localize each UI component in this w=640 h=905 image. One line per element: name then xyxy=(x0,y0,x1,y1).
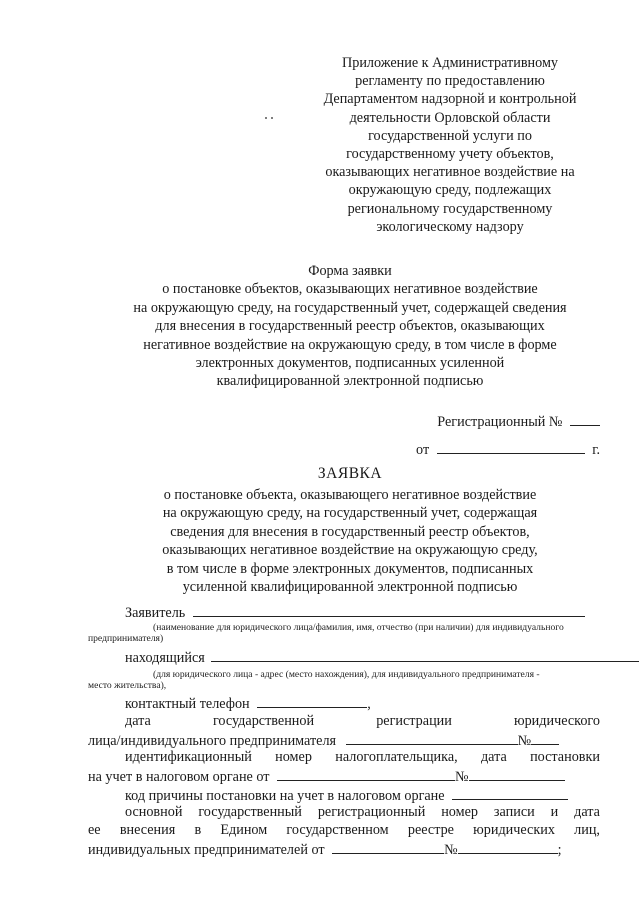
reg-date-word: дата xyxy=(125,713,151,729)
registration-date-blank[interactable] xyxy=(437,440,585,454)
zayavka-line: усиленной квалифицированной электронной подписью xyxy=(182,579,518,596)
reg-date-word: государственной xyxy=(212,713,315,729)
phone-comma: , xyxy=(367,696,371,712)
appendix-line: государственной услуги по xyxy=(368,127,532,144)
appendix-line: окружающую среду, подлежащих xyxy=(348,182,552,199)
ogrn-word: лиц, xyxy=(574,822,600,838)
registration-year-suffix: г. xyxy=(592,442,600,458)
ogrn-semicolon: ; xyxy=(557,842,562,858)
form-title-line: для внесения в государственный реестр объектов, оказывающих xyxy=(155,318,545,335)
inn-number-blank[interactable] xyxy=(469,767,565,781)
scan-speck xyxy=(265,117,267,119)
form-title-line: электронных документов, подписанных усиленной xyxy=(195,355,505,372)
reg-date-blank[interactable] xyxy=(346,731,518,745)
ogrn-word: регистрационный xyxy=(317,804,426,820)
registration-from-label: от xyxy=(416,442,430,458)
inn-word: дата xyxy=(480,749,507,765)
reg-date-line2: лица/индивидуального предпринимателя xyxy=(88,733,337,749)
applicant-blank[interactable] xyxy=(193,603,585,617)
applicant-row xyxy=(125,603,585,622)
inn-word: идентификационный xyxy=(125,749,252,765)
phone-label: контактный телефон xyxy=(125,696,250,712)
number-sign: № xyxy=(444,842,458,858)
appendix-line: регламенту по предоставлению xyxy=(355,73,545,90)
ogrn-line3: индивидуальных предпринимателей от xyxy=(88,842,325,858)
form-title-line: квалифицированной электронной подписью xyxy=(216,373,484,390)
applicant-note: (наименование для юридического лица/фамилия, имя, отчество (при наличии) для индивидуального xyxy=(153,622,564,633)
applicant-note: предпринимателя) xyxy=(88,633,164,644)
kpp-label: код причины постановки на учет в налоговом органе xyxy=(125,788,445,804)
reg-date-row-2 xyxy=(88,731,559,750)
appendix-line: Департаментом надзорной и контрольной xyxy=(323,91,577,108)
registration-date xyxy=(416,440,600,459)
ogrn-word: ее xyxy=(88,822,101,838)
registration-number xyxy=(437,412,600,431)
located-label: находящийся xyxy=(125,650,205,666)
appendix-line: государственному учету объектов, xyxy=(346,146,554,163)
ogrn-word: юридических xyxy=(473,822,555,838)
form-title xyxy=(60,262,640,391)
zayavka-line: оказывающих негативное воздействие на окружающую среду, xyxy=(162,542,538,559)
form-title-line: Форма заявки xyxy=(308,263,392,279)
applicant-label: Заявитель xyxy=(125,605,186,621)
ogrn-row xyxy=(125,804,600,821)
zayavka-title: ЗАЯВКА xyxy=(317,465,383,482)
located-row xyxy=(125,648,639,667)
ogrn-word: записи xyxy=(493,804,535,820)
inn-date-blank[interactable] xyxy=(277,767,455,781)
appendix-line: экологическому надзору xyxy=(376,218,524,235)
zayavka-line: сведения для внесения в государственный реестр объектов, xyxy=(170,523,530,540)
number-sign: № xyxy=(517,733,532,749)
inn-word: постановки xyxy=(530,749,600,765)
located-note: место жительства), xyxy=(88,680,167,691)
inn-line2: на учет в налоговом органе от xyxy=(88,769,270,785)
ogrn-word: государственный xyxy=(198,804,302,820)
zayavka-line: в том числе в форме электронных документов, подписанных xyxy=(166,560,534,577)
reg-date-word: юридического xyxy=(513,713,600,729)
located-blank[interactable] xyxy=(211,648,639,662)
inn-row xyxy=(125,749,600,766)
ogrn-date-blank[interactable] xyxy=(332,840,444,854)
ogrn-row-2 xyxy=(88,822,600,839)
ogrn-word: Едином xyxy=(220,822,268,838)
inn-row-2 xyxy=(88,767,565,786)
ogrn-word: государственном xyxy=(286,822,389,838)
inn-word: номер xyxy=(275,749,312,765)
ogrn-word: реестре xyxy=(407,822,454,838)
form-title-line: о постановке объектов, оказывающих негативное воздействие xyxy=(162,281,538,298)
appendix-line: региональному государственному xyxy=(347,200,553,217)
ogrn-row-3 xyxy=(88,840,562,859)
reg-number-blank[interactable] xyxy=(531,731,559,745)
kpp-blank[interactable] xyxy=(452,786,568,800)
scan-speck xyxy=(271,117,273,119)
form-title-line: негативное воздействие на окружающую среду, в том числе в форме xyxy=(143,336,557,353)
registration-label: Регистрационный № xyxy=(437,414,563,430)
appendix-line: деятельности Орловской области xyxy=(349,109,551,126)
reg-date-row xyxy=(125,713,600,730)
phone-blank[interactable] xyxy=(257,694,367,708)
zayavka-line: на окружающую среду, на государственный учет, содержащая xyxy=(162,505,538,522)
ogrn-word: и xyxy=(550,804,559,820)
ogrn-word: основной xyxy=(125,804,183,820)
reg-date-word: регистрации xyxy=(376,713,452,729)
appendix-line: Приложение к Административному xyxy=(341,55,559,71)
zayavka-subtitle xyxy=(60,486,640,596)
number-sign: № xyxy=(455,769,469,785)
ogrn-word: в xyxy=(194,822,202,838)
ogrn-word: дата xyxy=(574,804,600,820)
appendix-header xyxy=(300,54,600,236)
inn-word: налогоплательщика, xyxy=(335,749,458,765)
phone-row xyxy=(125,694,371,713)
appendix-line: оказывающих негативное воздействие на xyxy=(325,164,575,181)
kpp-row xyxy=(125,786,568,805)
located-note: (для юридического лица - адрес (место нахождения), для индивидуального предпринимателя - xyxy=(153,669,540,680)
registration-number-blank[interactable] xyxy=(570,412,600,426)
ogrn-word: номер xyxy=(441,804,478,820)
ogrn-word: внесения xyxy=(119,822,176,838)
ogrn-number-blank[interactable] xyxy=(458,840,558,854)
zayavka-line: о постановке объекта, оказывающего негативное воздействие xyxy=(163,487,537,503)
form-title-line: на окружающую среду, на государственный учет, содержащей сведения xyxy=(133,299,567,316)
